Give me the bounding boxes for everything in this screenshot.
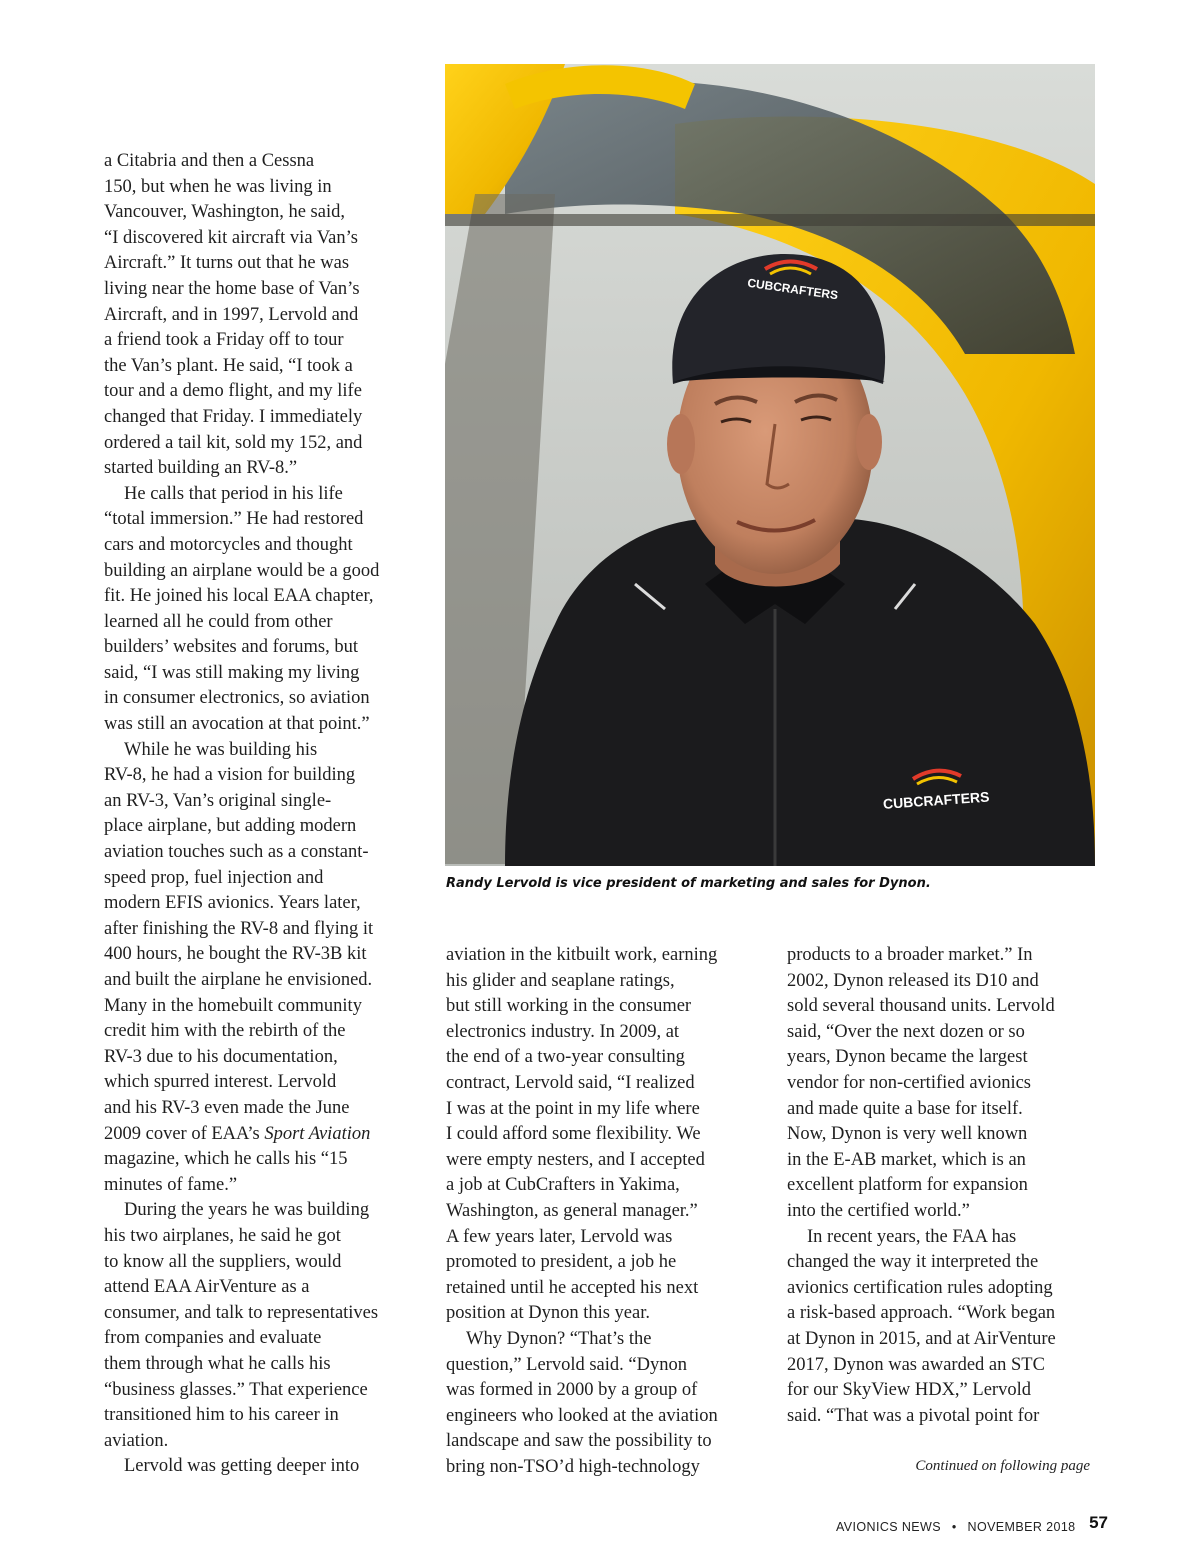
line-text: a job at CubCrafters in Yakima, bbox=[446, 1175, 680, 1196]
line-text: changed that Friday. I immediately bbox=[104, 406, 363, 427]
portrait-photo bbox=[445, 64, 1095, 866]
page-footer bbox=[836, 1520, 1076, 1534]
col1-line bbox=[104, 1173, 414, 1199]
line-text: into the certified world.” bbox=[787, 1200, 970, 1221]
col2-line bbox=[446, 1378, 766, 1404]
line-text: bring non-TSO’d high-technology bbox=[446, 1456, 700, 1477]
line-text: his two airplanes, he said he got bbox=[104, 1225, 341, 1246]
col1-line bbox=[104, 251, 414, 277]
line-text: products to a broader market.” In bbox=[787, 945, 1033, 965]
line-text: learned all he could from other bbox=[104, 611, 333, 632]
col1-line bbox=[104, 1070, 414, 1096]
col1-line bbox=[104, 1045, 414, 1071]
line-text: contract, Lervold said, “I realized bbox=[446, 1072, 695, 1093]
line-text: Why Dynon? “That’s the bbox=[466, 1328, 652, 1349]
col1-line bbox=[104, 686, 414, 712]
col2-line bbox=[446, 1404, 766, 1430]
line-text: “I discovered kit aircraft via Van’s bbox=[104, 227, 358, 248]
line-text: the Van’s plant. He said, “I took a bbox=[104, 355, 353, 376]
col3-line bbox=[787, 994, 1097, 1020]
col2-line bbox=[446, 1327, 766, 1353]
line-text: 400 hours, he bought the RV-3B kit bbox=[104, 944, 367, 965]
line-text: ordered a tail kit, sold my 152, and bbox=[104, 432, 363, 453]
col2-line bbox=[446, 1122, 766, 1148]
footer-bullet: • bbox=[951, 1520, 957, 1534]
col3-line bbox=[787, 1097, 1097, 1123]
article-column-2 bbox=[446, 943, 766, 1480]
line-text: “business glasses.” That experience bbox=[104, 1379, 368, 1400]
col1-line bbox=[104, 635, 414, 661]
col3-line bbox=[787, 1199, 1097, 1225]
line-text: retained until he accepted his next bbox=[446, 1277, 699, 1298]
cap-logo-text: CUBCRAFTERS bbox=[746, 275, 839, 303]
col3-line bbox=[787, 1301, 1097, 1327]
line-text: building an airplane would be a good bbox=[104, 560, 380, 581]
col3-line bbox=[787, 1045, 1097, 1071]
col1-line bbox=[104, 533, 414, 559]
article-column-1 bbox=[104, 149, 414, 1480]
line-text: cars and motorcycles and thought bbox=[104, 534, 353, 555]
col1-line bbox=[104, 738, 414, 764]
col1-line bbox=[104, 994, 414, 1020]
line-text: Lervold was getting deeper into bbox=[124, 1456, 360, 1477]
line-text: place airplane, but adding modern bbox=[104, 816, 357, 837]
col1-line bbox=[104, 200, 414, 226]
col3-line bbox=[787, 1071, 1097, 1097]
line-text: was still an avocation at that point.” bbox=[104, 714, 370, 735]
line-text: and his RV-3 even made the June bbox=[104, 1097, 350, 1118]
line-text: tour and a demo flight, and my life bbox=[104, 381, 362, 402]
col1-line bbox=[104, 226, 414, 252]
col1-line bbox=[104, 405, 414, 431]
footer-issue: NOVEMBER 2018 bbox=[967, 1520, 1076, 1534]
line-text: 2002, Dynon released its D10 and bbox=[787, 970, 1039, 991]
col2-line bbox=[446, 969, 766, 995]
col1-line bbox=[104, 917, 414, 943]
col2-line bbox=[446, 1071, 766, 1097]
line-text: I was at the point in my life where bbox=[446, 1098, 700, 1119]
col1-line bbox=[104, 482, 414, 508]
col1-line bbox=[104, 1147, 414, 1173]
line-text: landscape and saw the possibility to bbox=[446, 1431, 712, 1452]
line-text: transitioned him to his career in bbox=[104, 1405, 339, 1426]
col3-line bbox=[787, 1378, 1097, 1404]
col2-line bbox=[446, 943, 766, 969]
line-text: engineers who looked at the aviation bbox=[446, 1405, 718, 1426]
col3-line bbox=[787, 1353, 1097, 1379]
col1-line bbox=[104, 942, 414, 968]
line-text: living near the home base of Van’s bbox=[104, 278, 360, 299]
col3-line bbox=[787, 1122, 1097, 1148]
line-text: I could afford some flexibility. We bbox=[446, 1124, 701, 1145]
line-text: in consumer electronics, so aviation bbox=[104, 688, 370, 709]
line-text: for our SkyView HDX,” Lervold bbox=[787, 1380, 1031, 1401]
line-text: started building an RV-8.” bbox=[104, 458, 298, 479]
continued-note: Continued on following page bbox=[915, 1458, 1090, 1474]
line-text: He calls that period in his life bbox=[124, 483, 343, 504]
col1-line bbox=[104, 1198, 414, 1224]
line-text: 2009 cover of EAA’s bbox=[104, 1123, 265, 1144]
line-text: changed the way it interpreted the bbox=[787, 1252, 1039, 1273]
col1-line bbox=[104, 840, 414, 866]
line-text: from companies and evaluate bbox=[104, 1328, 322, 1349]
photo-illustration bbox=[445, 64, 1095, 866]
col3-line bbox=[787, 1148, 1097, 1174]
line-text: builders’ websites and forums, but bbox=[104, 637, 358, 658]
col1-line bbox=[104, 610, 414, 636]
col1-line bbox=[104, 584, 414, 610]
col3-line bbox=[787, 1173, 1097, 1199]
line-text: position at Dynon this year. bbox=[446, 1303, 650, 1324]
line-text: excellent platform for expansion bbox=[787, 1175, 1028, 1196]
col3-line bbox=[787, 1404, 1097, 1430]
line-text: and built the airplane he envisioned. bbox=[104, 970, 373, 990]
col1-line bbox=[104, 1429, 414, 1455]
page-number: 57 bbox=[1089, 1513, 1108, 1532]
col2-line bbox=[446, 1020, 766, 1046]
col1-line bbox=[104, 1122, 414, 1148]
line-text: aviation in the kitbuilt work, earning bbox=[446, 945, 718, 965]
line-text: avionics certification rules adopting bbox=[787, 1277, 1053, 1298]
line-text: after finishing the RV-8 and flying it bbox=[104, 918, 374, 939]
col1-line bbox=[104, 891, 414, 917]
line-text: Aircraft, and in 1997, Lervold and bbox=[104, 304, 359, 325]
col1-line bbox=[104, 789, 414, 815]
line-text: but still working in the consumer bbox=[446, 996, 692, 1017]
col1-line bbox=[104, 149, 414, 175]
line-text: aviation. bbox=[104, 1430, 169, 1451]
col2-line bbox=[446, 1045, 766, 1071]
line-text: said, “Over the next dozen or so bbox=[787, 1021, 1025, 1042]
line-text: While he was building his bbox=[124, 739, 318, 760]
line-text: an RV-3, Van’s original single- bbox=[104, 790, 332, 811]
line-text: 2017, Dynon was awarded an STC bbox=[787, 1354, 1045, 1375]
col1-line bbox=[104, 354, 414, 380]
col1-line bbox=[104, 1250, 414, 1276]
line-text: speed prop, fuel injection and bbox=[104, 867, 324, 888]
line-text: electronics industry. In 2009, at bbox=[446, 1021, 680, 1042]
col2-line bbox=[446, 1276, 766, 1302]
col2-line bbox=[446, 1173, 766, 1199]
line-text: minutes of fame.” bbox=[104, 1174, 238, 1195]
col3-line bbox=[787, 943, 1097, 969]
col2-line bbox=[446, 1429, 766, 1455]
col3-line bbox=[787, 969, 1097, 995]
line-text: which spurred interest. Lervold bbox=[104, 1072, 337, 1093]
col1-line bbox=[104, 1224, 414, 1250]
line-text: aviation touches such as a constant- bbox=[104, 842, 369, 863]
col1-line bbox=[104, 277, 414, 303]
col1-line bbox=[104, 175, 414, 201]
line-text: RV-3 due to his documentation, bbox=[104, 1046, 338, 1067]
col2-line bbox=[446, 1455, 766, 1481]
line-text: Now, Dynon is very well known bbox=[787, 1124, 1028, 1145]
line-text: credit him with the rebirth of the bbox=[104, 1021, 346, 1042]
line-text: vendor for non-certified avionics bbox=[787, 1072, 1032, 1093]
col2-line bbox=[446, 994, 766, 1020]
line-text: promoted to president, a job he bbox=[446, 1252, 677, 1273]
col2-line bbox=[446, 1301, 766, 1327]
italic-title: Sport Aviation bbox=[264, 1123, 371, 1144]
line-text: and made quite a base for itself. bbox=[787, 1098, 1023, 1119]
jacket-logo-text: CUBCRAFTERS bbox=[882, 788, 990, 812]
col3-line bbox=[787, 1250, 1097, 1276]
line-text: to know all the suppliers, would bbox=[104, 1251, 342, 1272]
col1-line bbox=[104, 303, 414, 329]
line-text: “total immersion.” He had restored bbox=[104, 509, 364, 530]
col1-line bbox=[104, 1275, 414, 1301]
col1-line bbox=[104, 1019, 414, 1045]
line-text: question,” Lervold said. “Dynon bbox=[446, 1354, 687, 1375]
col1-line bbox=[104, 431, 414, 457]
col2-line bbox=[446, 1353, 766, 1379]
line-text: at Dynon in 2015, and at AirVenture bbox=[787, 1328, 1056, 1349]
col3-line bbox=[787, 1225, 1097, 1251]
col1-line bbox=[104, 328, 414, 354]
article-column-3 bbox=[787, 943, 1097, 1429]
line-text: years, Dynon became the largest bbox=[787, 1047, 1028, 1068]
line-text: his glider and seaplane ratings, bbox=[446, 970, 675, 991]
col1-line bbox=[104, 1352, 414, 1378]
col1-line bbox=[104, 507, 414, 533]
line-text: was formed in 2000 by a group of bbox=[446, 1380, 698, 1401]
col1-line bbox=[104, 559, 414, 585]
col2-line bbox=[446, 1097, 766, 1123]
col1-line bbox=[104, 1096, 414, 1122]
line-text: RV-8, he had a vision for building bbox=[104, 765, 356, 786]
footer-publication: AVIONICS NEWS bbox=[836, 1520, 941, 1534]
col1-line bbox=[104, 814, 414, 840]
line-text: 150, but when he was living in bbox=[104, 176, 332, 197]
line-text: During the years he was building bbox=[124, 1200, 370, 1221]
col1-line bbox=[104, 379, 414, 405]
line-text: A few years later, Lervold was bbox=[446, 1226, 673, 1247]
col2-line bbox=[446, 1199, 766, 1225]
line-text: said. “That was a pivotal point for bbox=[787, 1405, 1040, 1426]
col2-line bbox=[446, 1225, 766, 1251]
col1-line bbox=[104, 1378, 414, 1404]
line-text: Many in the homebuilt community bbox=[104, 995, 362, 1016]
line-text: modern EFIS avionics. Years later, bbox=[104, 893, 361, 914]
line-text: in the E-AB market, which is an bbox=[787, 1149, 1026, 1170]
line-text: consumer, and talk to representatives bbox=[104, 1302, 379, 1323]
line-text: In recent years, the FAA has bbox=[807, 1226, 1017, 1247]
line-text: fit. He joined his local EAA chapter, bbox=[104, 586, 374, 607]
line-text: a risk-based approach. “Work began bbox=[787, 1303, 1056, 1324]
col1-line bbox=[104, 1326, 414, 1352]
line-text: sold several thousand units. Lervold bbox=[787, 996, 1055, 1017]
photo-caption: Randy Lervold is vice president of marketing and sales for Dynon. bbox=[446, 876, 931, 891]
line-text: the end of a two-year consulting bbox=[446, 1047, 685, 1068]
line-text: a friend took a Friday off to tour bbox=[104, 330, 344, 351]
col1-line bbox=[104, 456, 414, 482]
col3-line bbox=[787, 1276, 1097, 1302]
col1-line bbox=[104, 712, 414, 738]
col3-line bbox=[787, 1020, 1097, 1046]
col2-line bbox=[446, 1148, 766, 1174]
line-text: magazine, which he calls his “15 bbox=[104, 1149, 348, 1170]
line-text: were empty nesters, and I accepted bbox=[446, 1149, 705, 1170]
col1-line bbox=[104, 1454, 414, 1480]
col1-line bbox=[104, 763, 414, 789]
col1-line bbox=[104, 1301, 414, 1327]
col1-line bbox=[104, 1403, 414, 1429]
col1-line bbox=[104, 968, 414, 994]
col3-line bbox=[787, 1327, 1097, 1353]
col1-line bbox=[104, 661, 414, 687]
line-text: Vancouver, Washington, he said, bbox=[104, 202, 345, 223]
line-text: Washington, as general manager.” bbox=[446, 1200, 698, 1221]
line-text: attend EAA AirVenture as a bbox=[104, 1277, 310, 1298]
line-text: them through what he calls his bbox=[104, 1353, 331, 1374]
col1-line bbox=[104, 866, 414, 892]
line-text: Aircraft.” It turns out that he was bbox=[104, 253, 350, 274]
line-text: said, “I was still making my living bbox=[104, 662, 360, 683]
line-text: a Citabria and then a Cessna bbox=[104, 151, 315, 171]
col2-line bbox=[446, 1250, 766, 1276]
